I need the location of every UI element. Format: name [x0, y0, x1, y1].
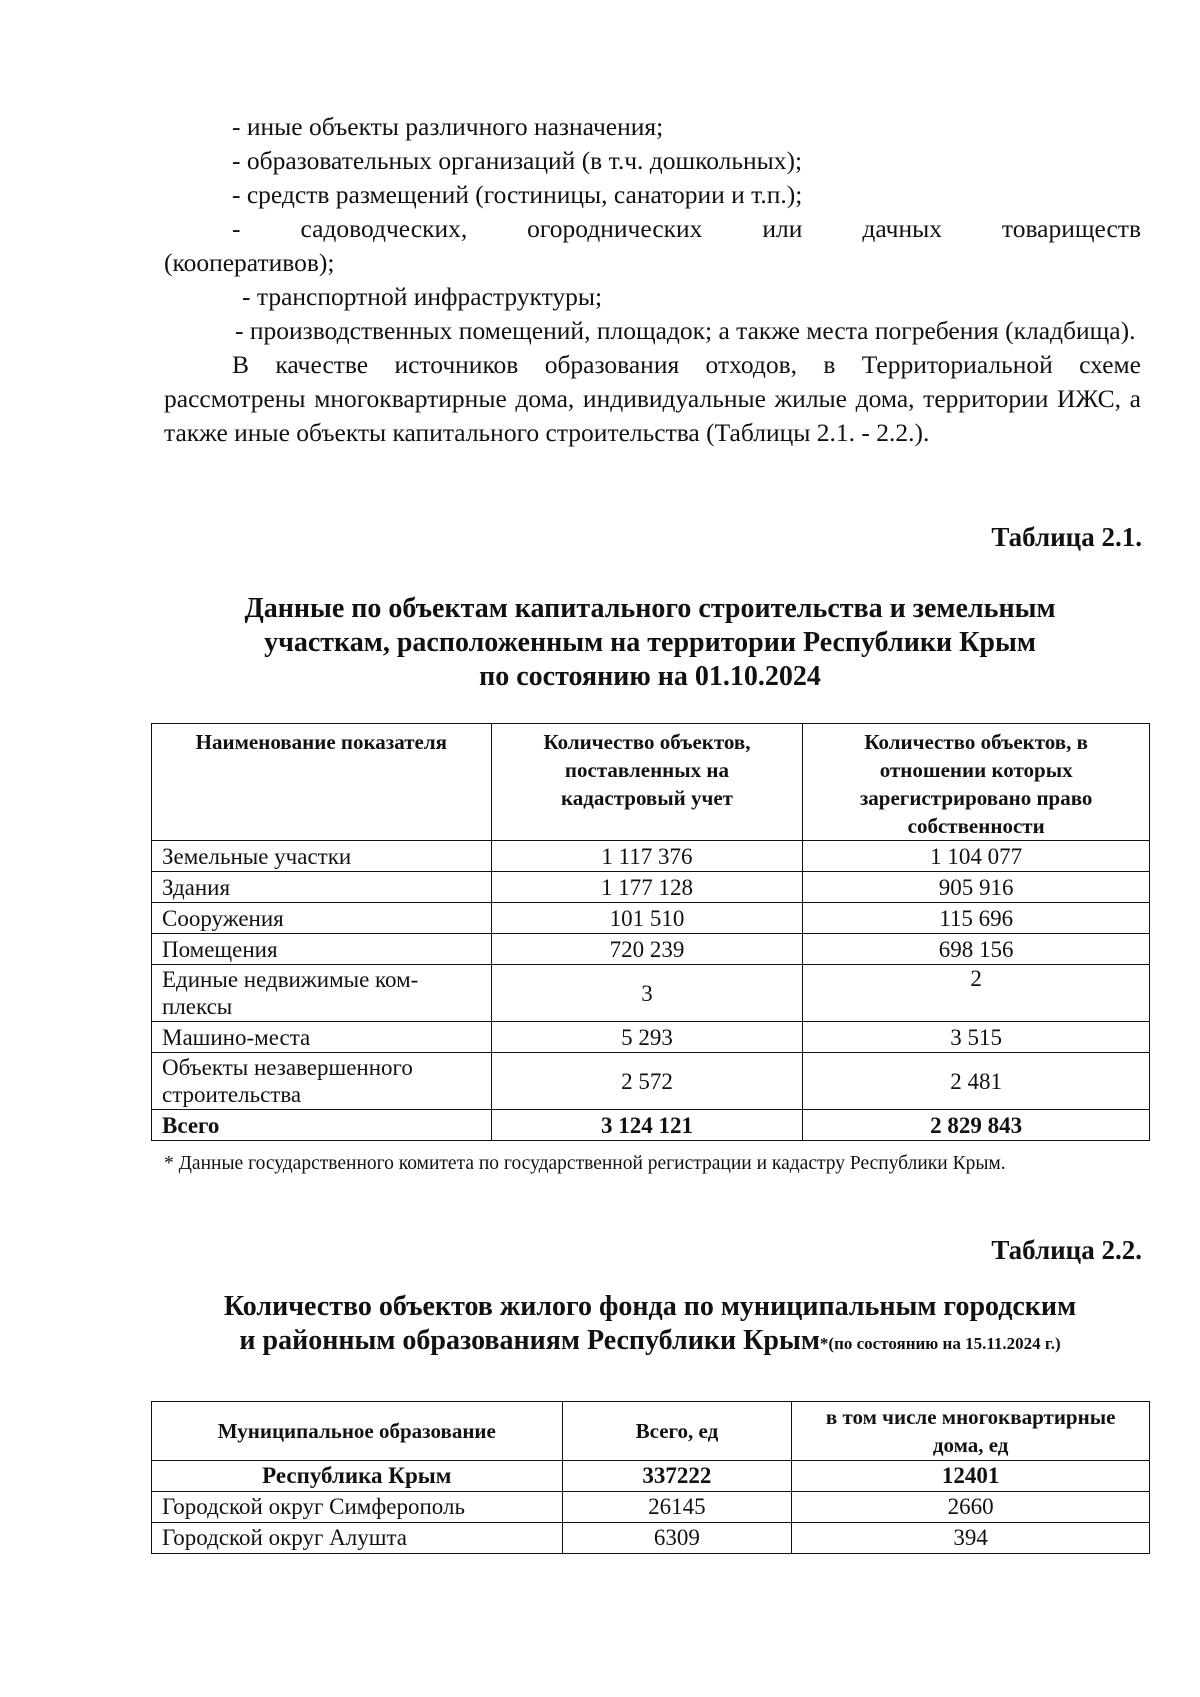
table-row — [152, 903, 1150, 934]
footnote: * Данные государственного комитета по государственной регистрации и кадастру Республики Крым. — [164, 1153, 1006, 1174]
row-label: Земельные участки — [152, 841, 492, 872]
caption-line: Данные по объектам капитального строительства и земельным — [244, 593, 1056, 624]
list-item: - образовательных организаций (в т.ч. дошкольных); — [232, 146, 803, 175]
cell-value: 2 481 — [803, 1053, 1150, 1110]
cell-value: 2 — [803, 965, 1150, 1022]
cadastral-table — [151, 723, 1150, 1141]
cell-value: 2 572 — [491, 1053, 803, 1110]
cell-value: 3 — [491, 965, 803, 1022]
table-row — [152, 934, 1150, 965]
cell-value: 5 293 — [491, 1022, 803, 1053]
list-item: - транспортной инфраструктуры; — [242, 282, 603, 311]
table-row — [152, 965, 1150, 1022]
caption-line: Количество объектов жилого фонда по муниципальным городским — [223, 1291, 1077, 1322]
cell-value: 26145 — [562, 1492, 792, 1523]
table-row — [152, 1461, 1150, 1492]
column-header: Всего, ед — [562, 1402, 792, 1461]
table-row — [152, 841, 1150, 872]
cell-value: 698 156 — [803, 934, 1150, 965]
list-item: - производственных помещений, площадок; а также места погребения (кладбища). — [235, 316, 1136, 345]
table-row — [152, 1492, 1150, 1523]
table-header-row — [152, 724, 1150, 841]
row-label: Помещения — [152, 934, 492, 965]
row-label: Объекты незавершенного строительства — [152, 1053, 492, 1110]
caption-text: и районным образованиям Республики Крым — [239, 1325, 820, 1356]
table-row — [152, 1022, 1150, 1053]
cell-value: 115 696 — [803, 903, 1150, 934]
table-header-row — [152, 1402, 1150, 1461]
table-label: Таблица 2.2. — [991, 1235, 1142, 1265]
table-row — [152, 1523, 1150, 1554]
row-label: Республика Крым — [152, 1461, 563, 1492]
column-header: в том числе многоквартирные дома, ед — [792, 1402, 1150, 1461]
paragraph: В качестве источников образования отходов, в Территориальной схеме рассмотрены многоквартирные дома, индивидуальные жилые дома, территории ИЖС, а также иные объекты капитального строительства (Таблицы 2.1. - 2.2.). — [164, 350, 1141, 447]
cell-value: 394 — [792, 1523, 1150, 1554]
table-caption — [150, 592, 1150, 694]
cell-value: 3 124 121 — [491, 1110, 803, 1141]
row-label: Единые недвижимые ком-плексы — [152, 965, 492, 1022]
list-item: - средств размещений (гостиницы, санатории и т.п.); — [232, 180, 803, 209]
list-item: (кооперативов); — [164, 248, 335, 277]
caption-line — [150, 1324, 1150, 1361]
table-caption — [150, 1290, 1150, 1361]
row-label: Городской округ Алушта — [152, 1523, 563, 1554]
row-label: Всего — [152, 1110, 492, 1141]
cell-value: 1 104 077 — [803, 841, 1150, 872]
cell-value: 101 510 — [491, 903, 803, 934]
cell-value: 6309 — [562, 1523, 792, 1554]
cell-value: 2660 — [792, 1492, 1150, 1523]
cell-value: 2 829 843 — [803, 1110, 1150, 1141]
cell-value: 1 117 376 — [491, 841, 803, 872]
housing-table — [151, 1401, 1150, 1554]
cell-value: 1 177 128 — [491, 872, 803, 903]
column-header: Количество объектов, в отношении которых зарегистрировано право собственности — [803, 724, 1150, 841]
intro-text — [164, 110, 1141, 450]
cell-value: 337222 — [562, 1461, 792, 1492]
cell-value: 12401 — [792, 1461, 1150, 1492]
column-header: Количество объектов, поставленных на кадастровый учет — [491, 724, 803, 841]
caption-line: участкам, расположенным на территории Республики Крым — [264, 627, 1036, 658]
table-label: Таблица 2.1. — [991, 522, 1142, 552]
row-label: Здания — [152, 872, 492, 903]
row-label: Городской округ Симферополь — [152, 1492, 563, 1523]
cell-value: 720 239 — [491, 934, 803, 965]
column-header: Муниципальное образование — [152, 1402, 563, 1461]
caption-line: по состоянию на 01.10.2024 — [479, 661, 821, 692]
row-label: Машино-места — [152, 1022, 492, 1053]
table-row — [152, 1053, 1150, 1110]
cell-value: 905 916 — [803, 872, 1150, 903]
row-label: Сооружения — [152, 903, 492, 934]
column-header: Наименование показателя — [152, 724, 492, 841]
caption-note: *(по состоянию на 15.11.2024 г.) — [819, 1334, 1061, 1353]
list-item: - садоводческих, огороднических или дачных товариществ — [232, 214, 1141, 243]
table-row — [152, 872, 1150, 903]
cell-value: 3 515 — [803, 1022, 1150, 1053]
list-item: - иные объекты различного назначения; — [232, 112, 664, 141]
total-row — [152, 1110, 1150, 1141]
